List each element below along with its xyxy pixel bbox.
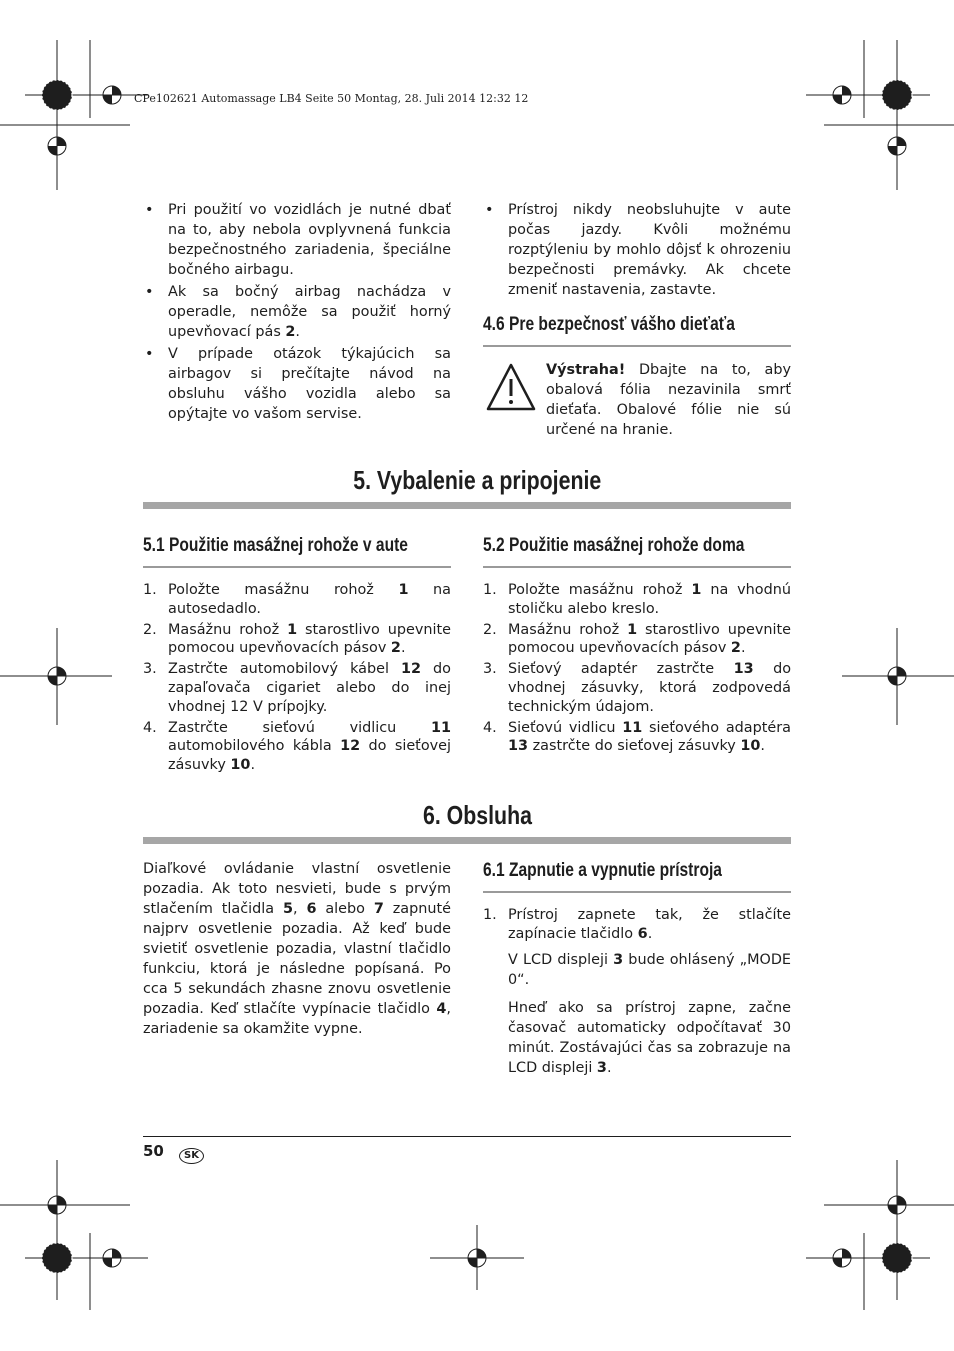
- top-left-column: [143, 200, 451, 426]
- list-item: 1. Prístroj zapnete tak, že stlačíte zapínacie tlačidlo 6.: [483, 907, 791, 942]
- list-item: 2. Masážnu rohož 1 starostlivo upevnite pomocou upevňovacích pásov 2.: [483, 621, 791, 657]
- list-item: • V prípade otázok týkajúcich sa airbagov si prečítajte návod na obsluhu vášho vozidla alebo sa opýtajte vo vašom servise.: [143, 344, 451, 424]
- list-item: 4. Zastrčte sieťovú vidlicu 11 automobilového kábla 12 do sieťovej zásuvky 10.: [143, 719, 451, 774]
- heading-4-6: 4.6 Pre bezpečnosť vášho dieťaťa: [483, 314, 735, 335]
- warning-text: Výstraha! Dbajte na to, aby obalová fólia nezavinila smrť dieťaťa. Obalové fólie nie sú určené na hranie.: [546, 362, 791, 438]
- list-item: 2. Masážnu rohož 1 starostlivo upevnite pomocou upevňovacích pásov 2.: [143, 621, 451, 657]
- divider: [483, 345, 791, 347]
- top-right-column: [483, 200, 791, 302]
- section-band: [143, 837, 791, 844]
- paragraph: Diaľkové ovládanie vlastní osvetlenie pozadia. Ak toto nesvieti, bude s prvým stlačením tlačidla 5, 6 alebo 7 zapnuté najprv osvetlenie pozadia. Až keď bude svietiť osvetlenie pozadia, vlastní tlačidlo funkciu, ktorá je následne popísaná. Po cca 5 sekundách zhasne znovu osvetlenie pozadia. Keď stlačíte vypínacie tlačidlo 4, zariadenie sa okamžite vypne.: [143, 861, 451, 1037]
- print-slug: CPe102621 Automassage LB4 Seite 50 Montag, 28. Juli 2014 12:32 12: [134, 92, 529, 105]
- list-item: • Pri použití vo vozidlách je nutné dbať na to, aby nebola ovplyvnená funkcia bezpečnostného zariadenia, špeciálne bočného airbagu.: [143, 200, 451, 280]
- list-item: 3. Zastrčte automobilový kábel 12 do zapaľovača cigariet alebo do inej vhodnej 12 V prípojky.: [143, 661, 451, 715]
- divider: [483, 566, 791, 568]
- section-5-title: 5. Vybalenie a pripojenie: [352, 465, 602, 495]
- heading-5-1: 5.1 Použitie masážnej rohože v aute: [143, 535, 408, 556]
- divider: [483, 891, 791, 893]
- list-item: 1. Položte masážnu rohož 1 na vhodnú stoličku alebo kreslo.: [483, 582, 791, 617]
- list-5-1: [143, 581, 451, 777]
- list-item: 4. Sieťovú vidlicu 11 sieťového adaptéra 13 zastrčte do sieťovej zásuvky 10.: [483, 719, 791, 755]
- footer-rule: [143, 1136, 791, 1137]
- section-band: [143, 502, 791, 509]
- warning-triangle-icon: [485, 362, 537, 414]
- heading-6-1: 6.1 Zapnutie a vypnutie prístroja: [483, 860, 722, 881]
- list-item: • Ak sa bočný airbag nachádza v operadle, nemôže sa použiť horný upevňovací pás 2.: [143, 282, 451, 342]
- paragraph: Hneď ako sa prístroj zapne, začne časovač automaticky odpočítavať 30 minút. Zostávajúci čas sa zobrazuje na LCD displeji 3.: [508, 999, 791, 1076]
- page-number: 50: [143, 1142, 164, 1160]
- list-item: 1. Položte masážnu rohož 1 na autosedadlo.: [143, 582, 451, 617]
- list-6-1: [483, 906, 791, 1086]
- list-item: • Prístroj nikdy neobsluhujte v aute počas jazdy. Kvôli možnému rozptýleniu by mohlo dôjsť k ohrozeniu bezpečnosti premávky. Ak chcete zmeniť nastavenia, zastavte.: [483, 200, 791, 300]
- list-5-2: [483, 581, 791, 758]
- language-badge: SK: [179, 1143, 204, 1164]
- section-6-title: 6. Obsluha: [422, 800, 532, 830]
- list-item: 3. Sieťový adaptér zastrčte 13 do vhodnej zásuvky, ktorá zodpovedá technickým údajom.: [483, 661, 792, 715]
- paragraph: V LCD displeji 3 bude ohlásený „MODE 0“.: [508, 951, 791, 988]
- divider: [143, 566, 451, 568]
- section-6-intro: [143, 859, 451, 1047]
- heading-5-2: 5.2 Použitie masážnej rohože doma: [483, 535, 745, 556]
